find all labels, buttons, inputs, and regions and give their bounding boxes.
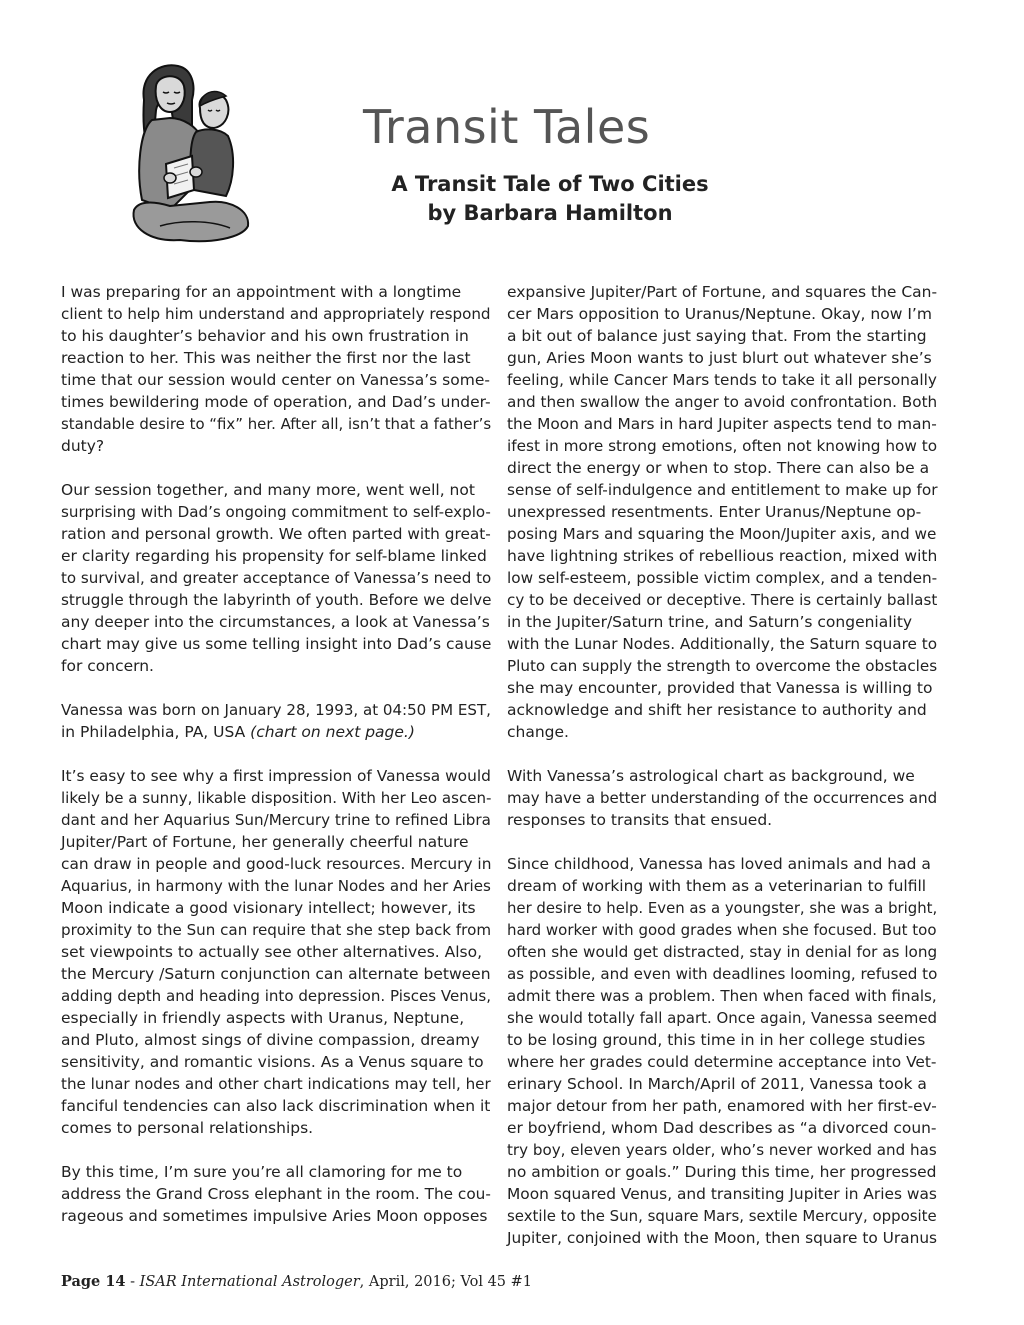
- left-column: [61, 281, 491, 1227]
- chart-reference-note: (chart on next page.): [250, 723, 415, 741]
- paragraph: By this time, I’m sure you’re all clamoring for me to address the Grand Cross elephant in the room. The cou- rageous and sometimes impulsive Aries Moon opposes: [61, 1163, 491, 1225]
- page-number: Page 14: [61, 1273, 126, 1290]
- paragraph: Our session together, and many more, went well, not surprising with Dad’s ongoing commitment to self-explo- ration and personal growth. We often parted with great- er clarity regarding his propensity for self-blame linked to survival, and greater acceptance of Vanessa’s need to struggle through the labyrinth of youth. Before we delve any deeper into the circumstances, a look at Vanessa’s chart may give us some telling insight into Dad’s cause for concern.: [61, 481, 492, 675]
- series-title: Transit Tales: [363, 100, 651, 154]
- paragraph: It’s easy to see why a first impression of Vanessa would likely be a sunny, likable disposition. With her Leo ascen- dant and her Aquarius Sun/Mercury trine to refined Libra Jupiter/Part of Fortune, her generally cheerful nature can draw in people and good-luck resources. Mercury in Aquarius, in harmony with the lunar Nodes and her Aries Moon indicate a good visionary intellect; however, its proximity to the Sun can require that she step back from set viewpoints to actually see other alternatives. Also, the Mercury /Saturn conjunction can alternate between adding depth and heading into depression. Pisces Venus, especially in friendly aspects with Uranus, Neptune, and Pluto, almost sings of divine compassion, dreamy sensitivity, and romantic visions. As a Venus square to the lunar nodes and other chart indications may tell, her fanciful tendencies can also lack discrimination when it comes to personal relationships.: [61, 767, 492, 1137]
- paragraph: Since childhood, Vanessa has loved animals and had a dream of working with them as a veterinarian to fulfill her desire to help. Even as a youngster, she was a bright, hard worker with good grades when she focused. But too often she would get distracted, stay in denial for as long as possible, and even with deadlines looming, refused to admit there was a problem. Then when faced with finals, she would totally fall apart. Once again, Vanessa seemed to be losing ground, this time in in her college studies where her grades could determine acceptance into Vet- erinary School. In March/April of 2011, Vanessa took a major detour from her path, enamored with her first-ev- er boyfriend, whom Dad describes as “a divorced coun- try boy, eleven years older, who’s never worked and has no ambition or goals.” During this time, her progressed Moon squared Venus, and transiting Jupiter in Aries was sextile to the Sun, square Mars, sextile Mercury, opposite Jupiter, conjoined with the Moon, then square to Uranus: [507, 855, 938, 1247]
- paragraph: expansive Jupiter/Part of Fortune, and squares the Can- cer Mars opposition to Uranus/Neptune. Okay, now I’m a bit out of balance just saying that. From the starting gun, Aries Moon wants to just blurt out whatever she’s feeling, while Cancer Mars tends to take it all personally and then swallow the anger to avoid confrontation. Both the Moon and Mars in hard Jupiter aspects tend to man- ifest in more strong emotions, often not knowing how to direct the energy or when to stop. There can also be a sense of self-indulgence and entitlement to make up for unexpressed resentments. Enter Uranus/Neptune op- posing Mars and squaring the Moon/Jupiter axis, and we have lightning strikes of rebellious reaction, mixed with low self-esteem, possible victim complex, and a tenden- cy to be deceived or deceptive. There is certainly ballast in the Jupiter/Saturn trine, and Saturn’s congeniality with the Lunar Nodes. Additionally, the Saturn square to Pluto can supply the strength to overcome the obstacles she may encounter, provided that Vanessa is willing to acknowledge and shift her resistance to authority and change.: [507, 283, 938, 741]
- mother-reading-to-child-illustration: [130, 60, 256, 250]
- birth-data-paragraph: Vanessa was born on January 28, 1993, at 04:50 PM EST, in Philadelphia, PA, USA (chart on next page.): [61, 701, 491, 741]
- issue-info: , April, 2016; Vol 45 #1: [359, 1274, 533, 1290]
- byline: by Barbara Hamilton: [427, 201, 673, 225]
- publication-name: ISAR International Astrologer: [139, 1274, 360, 1290]
- paragraph: I was preparing for an appointment with a longtime client to help him understand and appropriately respond to his daughter’s behavior and his own frustration in reaction to her. This was neither the first nor the last time that our session would center on Vanessa’s some- times bewildering mode of operation, and Dad’s under- standable desire to “fix” her. After all, isn’t that a father’s duty?: [61, 283, 492, 455]
- paragraph: With Vanessa’s astrological chart as background, we may have a better understanding of the occurrences and responses to transits that ensued.: [507, 767, 938, 829]
- page-footer: Page 14 - ISAR International Astrologer, April, 2016; Vol 45 #1: [61, 1273, 533, 1290]
- right-column: [507, 281, 937, 1249]
- article-title: A Transit Tale of Two Cities: [391, 172, 709, 196]
